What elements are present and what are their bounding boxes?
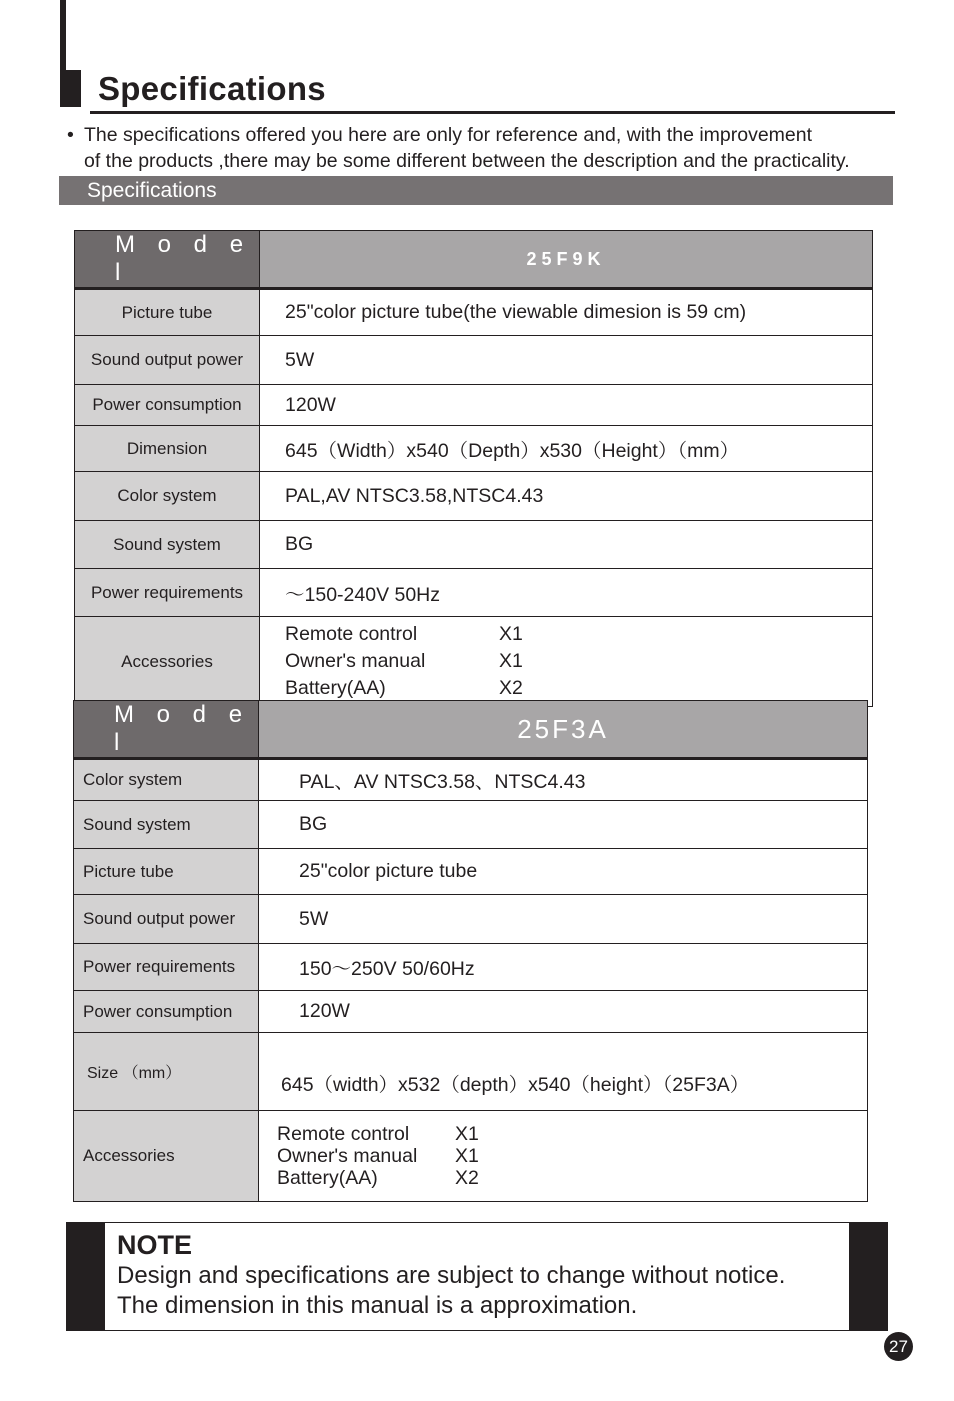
spec-table-25f9k xyxy=(74,230,873,707)
list-item: Battery(AA) X2 xyxy=(285,677,523,699)
table-row xyxy=(75,426,873,472)
accessories-list xyxy=(260,617,873,707)
row-label: Color system xyxy=(74,759,259,801)
row-label: Color system xyxy=(75,472,260,521)
spec-table-25f3a xyxy=(73,700,868,1202)
model-label: M o d e l xyxy=(74,701,259,759)
list-item: Battery(AA) X2 xyxy=(277,1167,479,1189)
note-line-2: The dimension in this manual is a approximation. xyxy=(117,1292,638,1319)
row-label: Dimension xyxy=(75,426,260,472)
table-row xyxy=(75,472,873,521)
row-value: ～150-240V 50Hz xyxy=(260,569,873,617)
row-label: Accessories xyxy=(75,617,260,707)
row-label: Power requirements xyxy=(74,944,259,991)
model-label: M o d e l xyxy=(75,231,260,289)
list-item: Owner's manual X1 xyxy=(285,650,523,672)
header-bar-block xyxy=(60,70,81,107)
row-value: 5W xyxy=(260,336,873,385)
page-number-badge: 27 xyxy=(884,1332,913,1361)
row-label: Accessories xyxy=(74,1111,259,1202)
accessories-list xyxy=(259,1111,868,1202)
section-header: Specifications xyxy=(59,176,893,205)
list-item: Owner's manual X1 xyxy=(277,1145,479,1167)
table-row xyxy=(75,521,873,569)
note-left-bar xyxy=(66,1223,105,1331)
row-label: Power consumption xyxy=(75,385,260,426)
table-row xyxy=(75,336,873,385)
row-label: Power requirements xyxy=(75,569,260,617)
row-value: 25"color picture tube(the viewable dimesion is 59 cm) xyxy=(260,289,873,336)
row-value: 5W xyxy=(259,895,868,944)
table-row xyxy=(74,759,868,801)
intro-paragraph xyxy=(67,122,850,174)
row-label: Sound system xyxy=(74,801,259,849)
row-label: Picture tube xyxy=(75,289,260,336)
row-value: BG xyxy=(259,801,868,849)
list-item: Remote control X1 xyxy=(285,623,523,645)
table-row xyxy=(74,895,868,944)
row-value: 25"color picture tube xyxy=(259,849,868,895)
model-name: 25F3A xyxy=(259,701,868,759)
intro-line-1: • The specifications offered you here are only for reference and, with the improvement xyxy=(67,124,813,146)
note-title: NOTE xyxy=(117,1230,193,1260)
row-label: Sound system xyxy=(75,521,260,569)
page-title: Specifications xyxy=(98,70,326,107)
row-value: PAL,AV NTSC3.58,NTSC4.43 xyxy=(260,472,873,521)
model-header-row xyxy=(75,231,873,289)
table-row xyxy=(75,289,873,336)
table-row xyxy=(74,849,868,895)
model-header-row xyxy=(74,701,868,759)
title-underline xyxy=(90,111,895,114)
model-name: 25F9K xyxy=(260,231,873,289)
bullet-icon: • xyxy=(67,124,74,146)
note-line-1: Design and specifications are subject to change without notice. xyxy=(117,1262,786,1289)
row-value: 150～250V 50/60Hz xyxy=(259,944,868,991)
row-label: Power consumption xyxy=(74,991,259,1033)
table-row xyxy=(75,617,873,707)
row-value: PAL、AV NTSC3.58、NTSC4.43 xyxy=(259,759,868,801)
row-value: 645（width）x532（depth）x540（height）（25F3A） xyxy=(259,1033,868,1111)
row-value: 120W xyxy=(260,385,873,426)
row-label: Picture tube xyxy=(74,849,259,895)
row-value: 120W xyxy=(259,991,868,1033)
table-row xyxy=(75,385,873,426)
table-row xyxy=(74,1033,868,1111)
note-right-bar xyxy=(849,1223,888,1331)
table-row xyxy=(74,801,868,849)
note-box xyxy=(66,1222,888,1331)
row-value: BG xyxy=(260,521,873,569)
row-label: Sound output power xyxy=(75,336,260,385)
row-value: 645（Width）x540（Depth）x530（Height）（mm） xyxy=(260,426,873,472)
row-label: Size （mm） xyxy=(74,1033,259,1111)
table-row xyxy=(74,1111,868,1202)
table-row xyxy=(74,991,868,1033)
table-row xyxy=(75,569,873,617)
list-item: Remote control X1 xyxy=(277,1123,479,1145)
intro-line-2: of the products ,there may be some different between the description and the practicality. xyxy=(84,150,850,172)
table-row xyxy=(74,944,868,991)
row-label: Sound output power xyxy=(74,895,259,944)
